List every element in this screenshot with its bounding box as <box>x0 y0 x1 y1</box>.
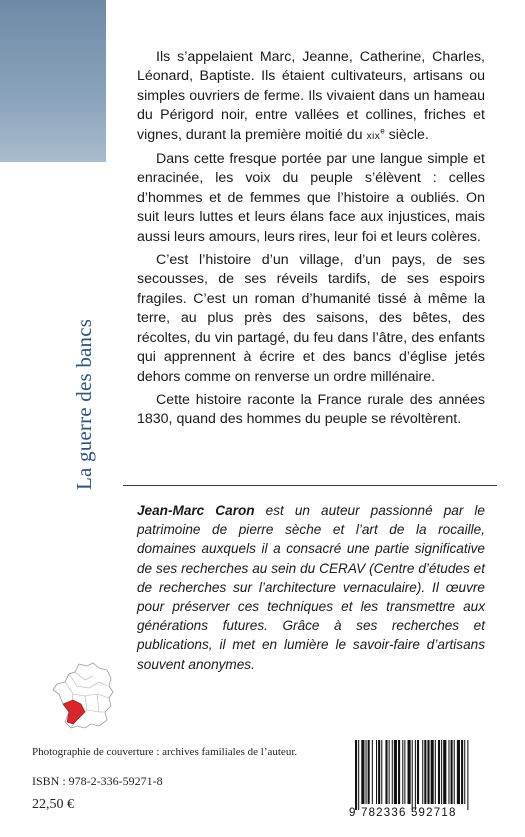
author-name: Jean-Marc Caron <box>137 503 255 518</box>
barcode-bar <box>372 740 373 804</box>
barcode-bar <box>461 740 463 804</box>
barcode-bar <box>464 740 465 804</box>
france-map-icon <box>49 660 121 732</box>
barcode-bar <box>422 740 423 804</box>
barcode-bar <box>443 740 446 804</box>
barcode-icon <box>355 740 507 810</box>
barcode-bar <box>394 740 397 804</box>
blurb-paragraph-1 <box>137 48 485 146</box>
blurb-p1-end: siècle. <box>384 126 429 143</box>
barcode-bar <box>451 740 453 804</box>
author-bio-text: est un auteur passionné par le patrimoine de pierre sèche et l’art de la rocaille, domaines auxquels il a consacré une partie significative de ses recherches au sein du CERAV (Centre d’études et de recherches sur l’architecture vernaculaire). Il œuvre pour préserver ces techniques et les transmettre aux générations futures. Grâce à ses recherches et publications, il met en lumière le savoir-faire d’artisans souvent anonymes. <box>137 503 485 672</box>
barcode-bar <box>366 740 367 804</box>
barcode-bar <box>441 740 442 804</box>
barcode-bar <box>368 740 370 804</box>
barcode-bar <box>424 740 426 804</box>
blurb-paragraph-2: Dans cette fresque portée par une langue simple et enracinée, les voix du peuple s’élèvent : celles d’hommes et de femmes que l’histoire a oubliés. On suit leurs luttes et leurs élans face aux injustices, mais aussi leurs amours, leurs rires, leur foi et leurs colères. <box>137 151 485 245</box>
section-divider <box>123 485 497 486</box>
barcode-bar <box>355 740 357 810</box>
barcode-bar <box>417 740 419 804</box>
barcode-bar <box>398 740 400 804</box>
barcode-bar <box>408 740 411 804</box>
barcode-bar <box>376 740 377 804</box>
barcode-bar <box>412 740 413 810</box>
barcode-bar <box>415 740 416 810</box>
isbn: ISBN : 978-2-336-59271-8 <box>32 774 163 788</box>
century-superscript: e <box>380 125 385 135</box>
blurb-paragraph-3: C’est l’histoire d’un village, d’un pays, de ses secousses, de ses réveils tardifs, de ses espoirs fragiles. C’est un roman d’humanité tissé à même la terre, au plus près des saisons, des bêtes, des récoltes, du vin partagé, du feu dans l’âtre, des enfants qui apprennent à écrire et des bancs d’église jetés dehors comme on renverse un ordre millénaire. <box>137 252 485 385</box>
barcode-bar <box>448 740 449 804</box>
vertical-book-title: La guerre des bancs <box>72 318 96 490</box>
barcode-digits: 9 782336 592718 <box>349 807 457 819</box>
blurb-p1-text: Ils s’appelaient Marc, Jeanne, Catherine, Charles, Léonard, Baptiste. Ils étaient cultivateurs, artisans ou simples ouvriers de ferme. Ils vivaient dans un hameau du Périgord noir, entre vallées et collines, friches et vignes, durant la première moitié du <box>137 49 485 143</box>
barcode-bar <box>431 740 434 804</box>
photo-credit: Photographie de couverture : archives familiales de l’auteur. <box>32 746 298 758</box>
back-cover-blurb <box>137 48 485 434</box>
barcode-bar <box>392 740 393 804</box>
barcode-bar <box>381 740 382 804</box>
century-numeral: xix <box>366 129 381 142</box>
barcode-bar <box>457 740 460 804</box>
author-bio <box>137 501 485 674</box>
barcode-bar <box>435 740 436 804</box>
barcode-bar <box>385 740 387 804</box>
barcode-bar <box>467 740 468 810</box>
barcode-bar <box>402 740 403 804</box>
barcode-bar <box>358 740 359 810</box>
price: 22,50 € <box>32 797 74 812</box>
barcode-bar <box>438 740 440 804</box>
barcode-bar <box>361 740 364 804</box>
barcode-bar <box>427 740 429 804</box>
blurb-paragraph-4: Cette histoire raconte la France rurale des années 1830, quand des hommes du peuple se révoltèrent. <box>137 391 485 428</box>
barcode-bar <box>454 740 455 804</box>
barcode-bar <box>389 740 390 804</box>
barcode-bar <box>404 740 405 804</box>
barcode-bar <box>378 740 380 804</box>
cover-blue-band <box>0 0 106 162</box>
